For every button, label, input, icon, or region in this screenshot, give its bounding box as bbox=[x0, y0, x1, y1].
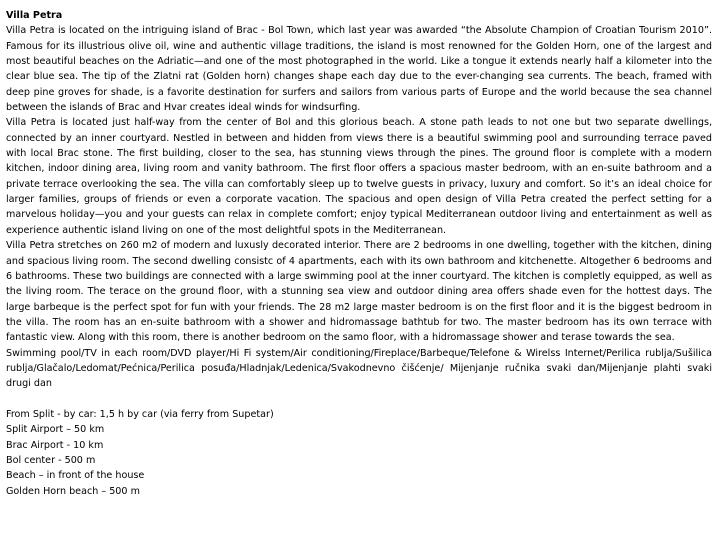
document-title: Villa Petra bbox=[6, 10, 63, 21]
distance-item: Split Airport – 50 km bbox=[6, 424, 105, 436]
distance-item: From Split - by car: 1,5 h by car (via ferry from Supetar) bbox=[6, 408, 274, 420]
paragraph-interior: Villa Petra stretches on 260 m2 of modern and luxusly decorated interior. There are 2 bedrooms in one dwelling, together with the kitchen, dining and spacious living room. The second dwelling consistc of 4 apartments, each with its own bathroom and kitchenette. Altogether 6 bedrooms and 6 bathrooms. These two buildings are connected with a large swimming pool at the inner courtyard. The kitchen is completly equipped, as well as the living room. The terace on the ground floor, with a stunning sea view and outdoor dining area offers shade even for the hottest days. The large barbeque is the perfect spot for fun with your friends. The 28 m2 large master bedroom is on the first floor and it is the biggest bedroom in the villa. The room has an en-suite bathroom with a shower and hidromassage bathtub for two. The master bedroom has its own terrace with fantastic view. Along with this room, there is another bedroom on the samo floor, with a hidromassage shower and terase towards the sea. bbox=[6, 240, 712, 344]
document-body bbox=[6, 8, 712, 499]
paragraph-amenities: Swimming pool/TV in each room/DVD player/Hi Fi system/Air conditioning/Fireplace/Barbeque/Telefone & Wirelss Internet/Perilica rublja/Sušilica rublja/Glačalo/Ledomat/Pećnica/Perilica posuđa/Hladnjak/Ledenica/Svakodnevno čišćenje/ Mijenjanje ručnika svaki dan/Mijenjanje plahti svaki drugi dan bbox=[6, 347, 712, 390]
distance-item: Bol center - 500 m bbox=[6, 454, 96, 466]
distance-item: Golden Horn beach – 500 m bbox=[6, 485, 140, 497]
distance-item: Brac Airport - 10 km bbox=[6, 439, 104, 451]
distance-item: Beach – in front of the house bbox=[6, 470, 145, 482]
spacer bbox=[6, 392, 712, 407]
paragraph-villa-description: Villa Petra is located just half-way from the center of Bol and this glorious beach. A stone path leads to not one but two separate dwellings, connected by an inner courtyard. Nestled in between and hidden from views there is a beautiful swimming pool and surrounding terrace paved with local Brac stone. The first building, closer to the sea, has stunning views through the pines. The ground floor is complete with a modern kitchen, indoor dining area, living room and vanity bathroom. The first floor offers a spacious master bedroom, with an en-suite bathroom and a private terrace overlooking the sea. The villa can comfortably sleep up to twelve guests in privacy, luxury and comfort. So it’s an ideal choice for larger families, groups of friends or even a corporate vacation. The spacious and open design of Villa Petra created the perfect setting for a marvelous holiday—you and your guests can relax in complete comfort; enjoy typical Mediterranean outdoor living and entertainment as well as experience authentic island living on one of the most delightful spots in the Mediterranean. bbox=[6, 117, 712, 236]
paragraph-location: Villa Petra is located on the intriguing island of Brac - Bol Town, which last year was awarded “the Absolute Champion of Croatian Tourism 2010”. Famous for its illustrious olive oil, wine and authentic village traditions, the island is most renowned for the Golden Horn, one of the largest and most beautiful beaches on the Adriatic—and one of the most photographed in the world. Like a tongue it extends nearly half a kilometer into the clear blue sea. The tip of the Zlatni rat (Golden horn) changes shape each day due to the ever-changing sea currents. The beach, framed with deep pine groves for shade, is a favorite destination for surfers and sailors from various parts of Europe and the world because the sea channel between the islands of Brac and Hvar creates ideal winds for windsurfing. bbox=[6, 25, 712, 114]
